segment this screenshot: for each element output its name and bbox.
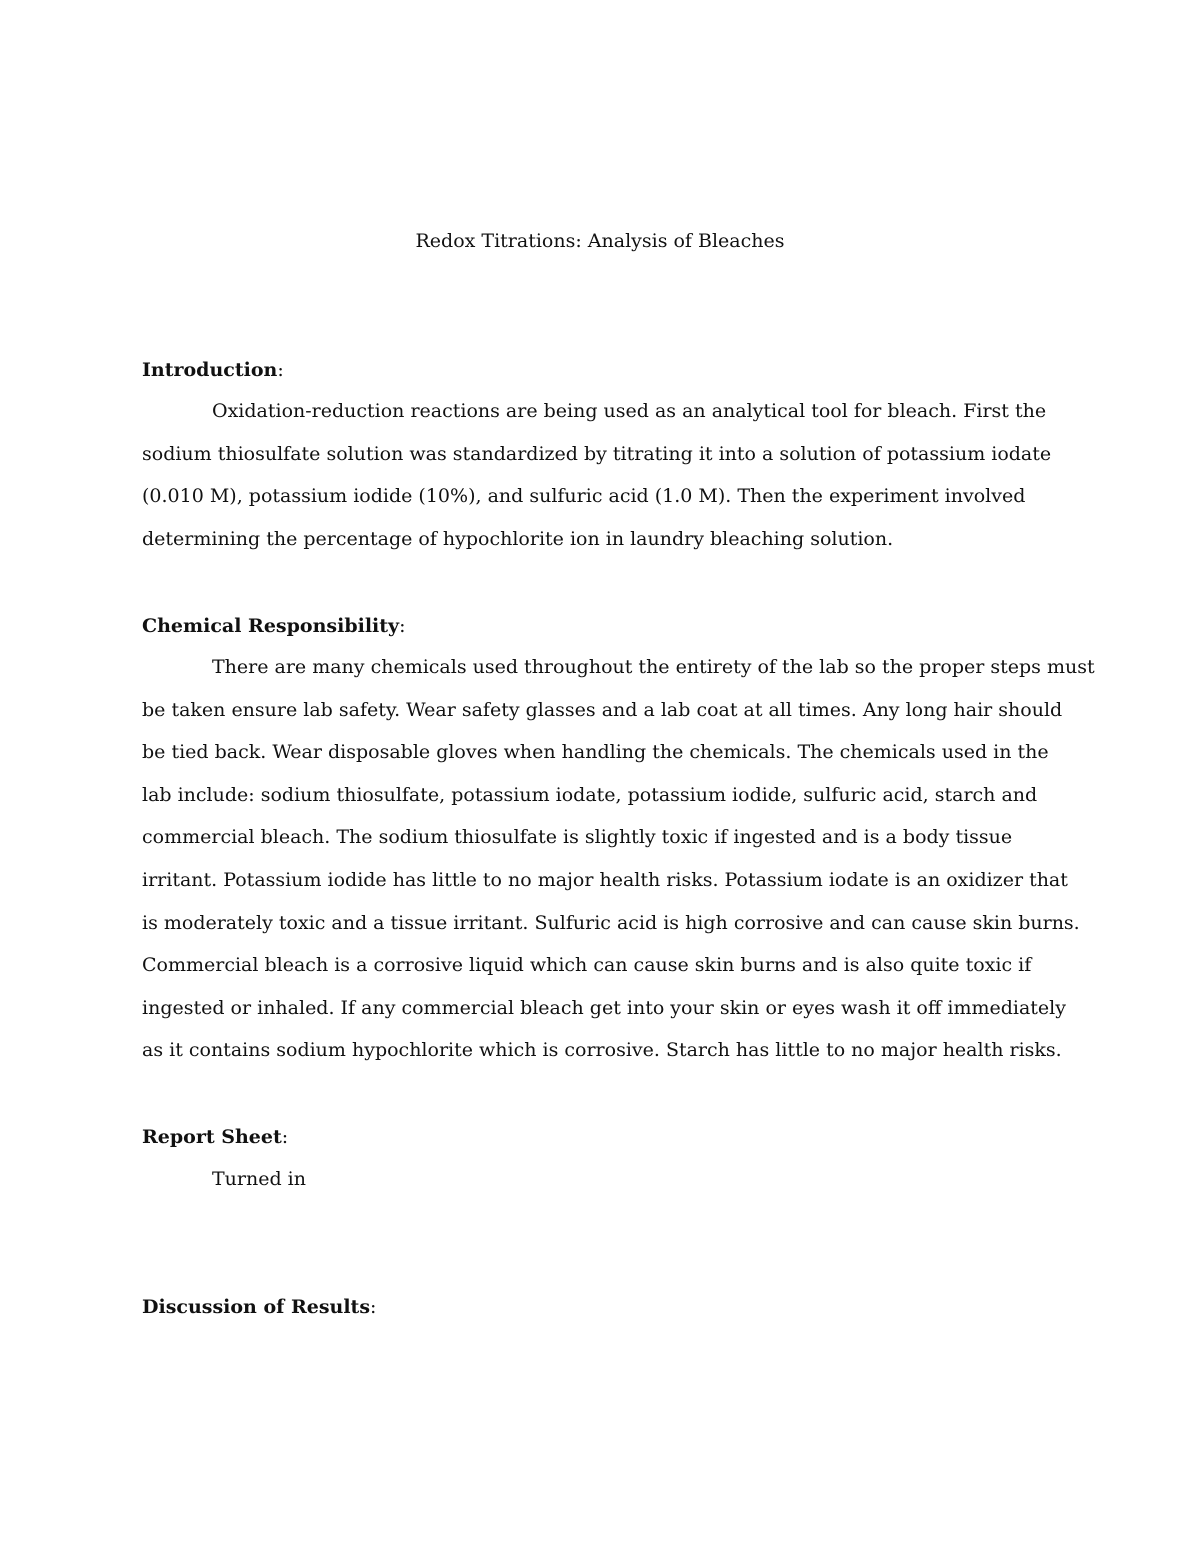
paragraph-line: There are many chemicals used throughout the entirety of the lab so the proper steps must xyxy=(212,656,1095,678)
introduction-heading-colon: : xyxy=(277,359,284,381)
report-sheet-paragraph xyxy=(142,1158,1060,1201)
report-sheet-heading-text: Report Sheet xyxy=(142,1126,282,1148)
paragraph-line: be tied back. Wear disposable gloves when handling the chemicals. The chemicals used in the xyxy=(142,741,1049,764)
chemical-responsibility-heading-colon: : xyxy=(399,615,406,637)
paragraph-line: Commercial bleach is a corrosive liquid which can cause skin burns and is also quite toxic if xyxy=(142,954,1032,977)
paragraph-line: as it contains sodium hypochlorite which is corrosive. Starch has little to no major health risks. xyxy=(142,1039,1062,1062)
paragraph-line: is moderately toxic and a tissue irritant. Sulfuric acid is high corrosive and can cause skin burns. xyxy=(142,911,1080,934)
introduction-heading-text: Introduction xyxy=(142,359,278,381)
discussion-heading xyxy=(142,1292,376,1322)
paragraph-line: (0.010 M), potassium iodide (10%), and sulfuric acid (1.0 M). Then the experiment involved xyxy=(142,485,1026,508)
report-sheet-heading xyxy=(142,1122,288,1152)
paragraph-line: ingested or inhaled. If any commercial bleach get into your skin or eyes wash it off immediately xyxy=(142,996,1066,1019)
report-sheet-heading-colon: : xyxy=(281,1126,289,1148)
paragraph-line: sodium thiosulfate solution was standardized by titrating it into a solution of potassium iodate xyxy=(142,442,1052,465)
paragraph-line: lab include: sodium thiosulfate, potassium iodate, potassium iodide, sulfuric acid, starch and xyxy=(142,783,1038,806)
introduction-heading xyxy=(142,355,284,385)
paragraph-line: Turned in xyxy=(212,1168,306,1190)
introduction-paragraph xyxy=(142,390,1060,560)
chemical-responsibility-heading xyxy=(142,611,405,641)
paragraph-line: commercial bleach. The sodium thiosulfate is slightly toxic if ingested and is a body tissue xyxy=(142,826,1013,849)
chemical-responsibility-heading-text: Chemical Responsibility xyxy=(142,615,400,637)
chemical-responsibility-paragraph xyxy=(142,646,1095,1072)
paragraph-line: be taken ensure lab safety. Wear safety glasses and a lab coat at all times. Any long hair should xyxy=(142,698,1063,721)
paragraph-line: determining the percentage of hypochlorite ion in laundry bleaching solution. xyxy=(142,527,894,550)
discussion-heading-text: Discussion of Results xyxy=(142,1296,371,1318)
discussion-heading-colon: : xyxy=(370,1296,377,1318)
paragraph-line: Oxidation-reduction reactions are being used as an analytical tool for bleach. First the xyxy=(212,400,1047,422)
document-title: Redox Titrations: Analysis of Bleaches xyxy=(415,230,785,252)
paragraph-line: irritant. Potassium iodide has little to no major health risks. Potassium iodate is an oxidizer that xyxy=(142,868,1068,891)
